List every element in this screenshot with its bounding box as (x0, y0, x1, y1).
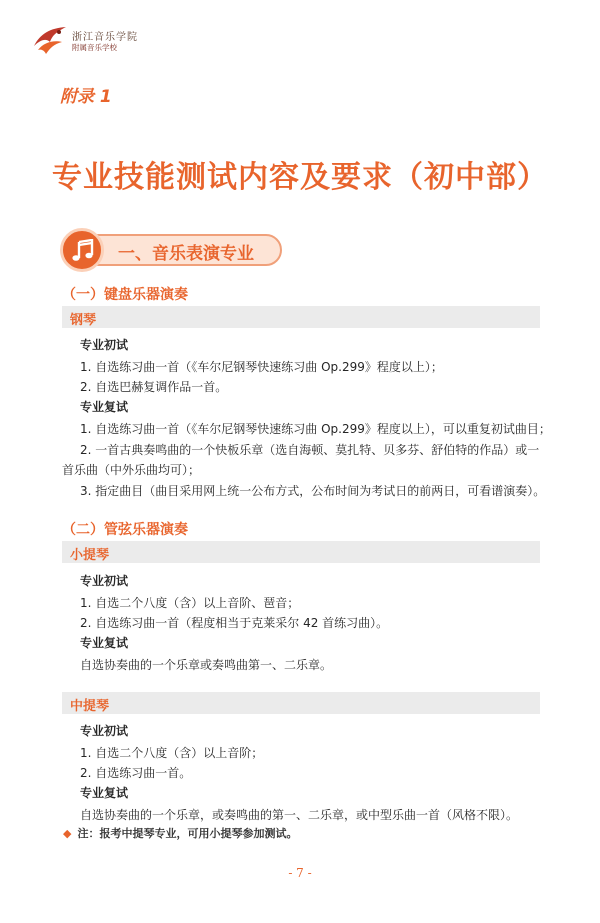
instrument-bar-piano (62, 306, 540, 328)
list-item: 1. 自选二个八度（含）以上音阶、琶音； (80, 596, 300, 610)
retest-heading: 专业复试 (80, 636, 129, 650)
page-title: 专业技能测试内容及要求（初中部） (52, 160, 548, 195)
section-icon-circle (60, 228, 104, 272)
list-item: 1. 自选二个八度（含）以上音阶； (80, 746, 264, 760)
logo-line2: 附属音乐学校 (72, 43, 117, 52)
instrument-bar-violin (62, 541, 540, 563)
list-item: 1. 自选练习曲一首（《车尔尼钢琴快速练习曲 Op.299》程度以上）； (80, 360, 443, 374)
school-logo (32, 24, 152, 58)
instrument-name: 钢琴 (70, 313, 97, 328)
page-number: - 7 - (288, 866, 312, 880)
instrument-bar-viola (62, 692, 540, 714)
retest-heading: 专业复试 (80, 400, 129, 414)
retest-heading: 专业复试 (80, 786, 129, 800)
list-item: 2. 自选练习曲一首。 (80, 766, 192, 780)
subsection-heading-keyboard: （一）键盘乐器演奏 (62, 287, 188, 303)
list-item: 2. 自选练习曲一首（程度相当于克莱采尔 42 首练习曲）。 (80, 616, 389, 630)
initial-heading: 专业初试 (80, 574, 129, 588)
instrument-name: 中提琴 (70, 699, 110, 714)
list-item: 2. 一首古典奏鸣曲的一个快板乐章（选自海顿、莫扎特、贝多芬、舒伯特的作品）或一首乐曲（中外乐曲均可）； (62, 443, 540, 477)
note (63, 825, 297, 841)
diamond-icon: ◆ (63, 827, 72, 840)
subsection-heading-orchestral: （二）管弦乐器演奏 (62, 522, 188, 538)
note-text: 注：报考中提琴专业，可用小提琴参加测试。 (77, 827, 298, 840)
initial-heading: 专业初试 (80, 338, 129, 352)
initial-heading: 专业初试 (80, 724, 129, 738)
music-note-icon (72, 239, 94, 263)
logo-line1: 浙江音乐学院 (72, 32, 138, 43)
list-item: 3. 指定曲目（曲目采用网上统一公布方式，公布时间为考试日的前两日，可看谱演奏）。 (80, 484, 546, 498)
section-banner (60, 228, 282, 272)
retest-text: 自选协奏曲的一个乐章或奏鸣曲第一、二乐章。 (80, 658, 333, 672)
instrument-name: 小提琴 (70, 548, 110, 563)
section-title: 一、音乐表演专业 (118, 244, 254, 264)
list-item: 1. 自选练习曲一首（《车尔尼钢琴快速练习曲 Op.299》程度以上），可以重复初试曲目； (80, 422, 551, 436)
appendix-label: 附录 1 (60, 87, 112, 107)
list-item: 2. 自选巴赫复调作品一首。 (80, 380, 228, 394)
phoenix-logo-icon (32, 24, 70, 56)
retest-text: 自选协奏曲的一个乐章，或奏鸣曲的第一、二乐章，或中型乐曲一首（风格不限）。 (80, 808, 519, 822)
